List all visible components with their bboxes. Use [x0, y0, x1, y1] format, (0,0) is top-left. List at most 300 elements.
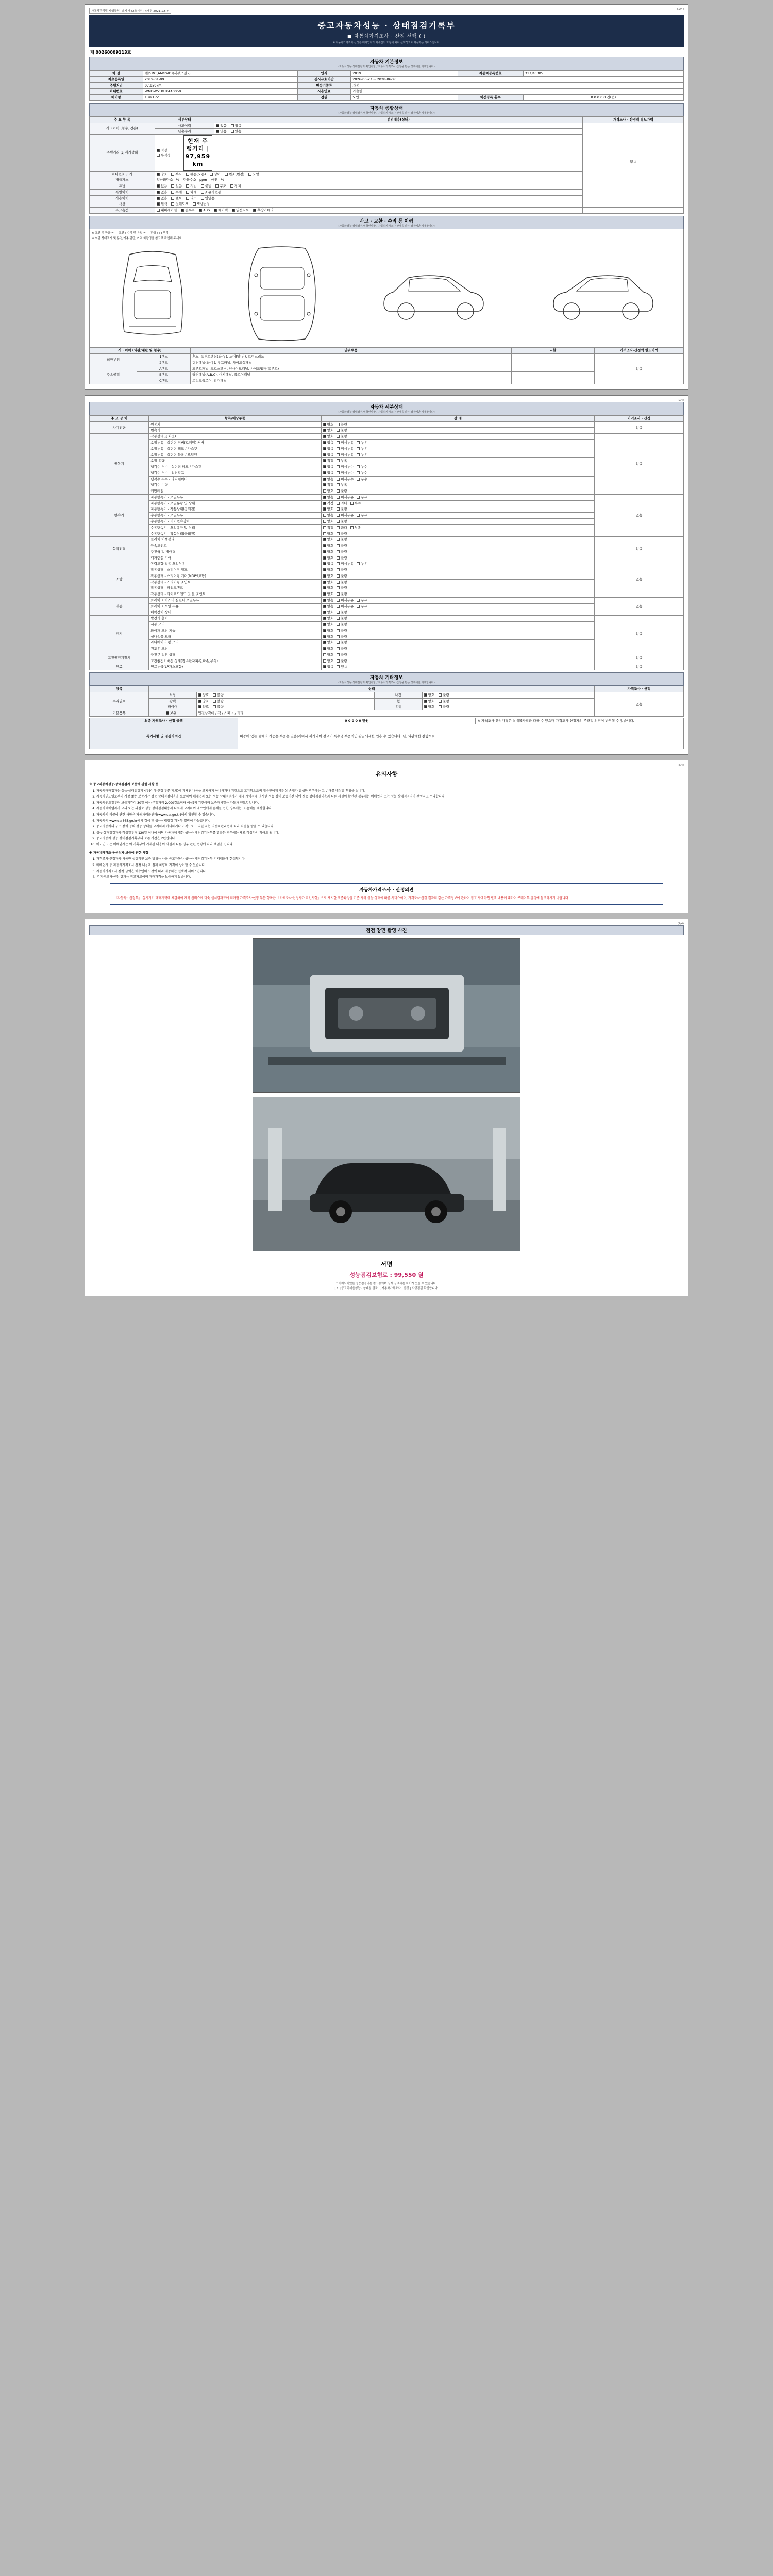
section-basic-title: 자동차 기본정보: [370, 60, 403, 65]
checkbox-mileage-proper[interactable]: 적정: [157, 148, 167, 153]
detail-col-state: 상 태: [321, 415, 594, 421]
detail-item-checks[interactable]: [321, 549, 594, 555]
car-side-right-view-icon: [541, 262, 659, 324]
checkbox-accident-yes[interactable]: 있음: [231, 124, 242, 128]
inspection-fee-value: 99,550 원: [394, 1271, 424, 1278]
detail-item-checks[interactable]: [321, 524, 594, 531]
checkbox-checked[interactable]: 없음: [323, 453, 334, 457]
total-price-label: 최종 가격조사 · 산정 금액: [90, 718, 238, 724]
checkbox-mileage-improper[interactable]: 부적정: [157, 153, 171, 158]
checkbox-checked[interactable]: 양호: [323, 592, 334, 597]
checkbox-checked[interactable]: 양호: [323, 580, 334, 585]
checkbox-unchecked[interactable]: 불량: [337, 507, 347, 512]
checkbox-checked[interactable]: 없음: [323, 440, 334, 445]
row-detail-simple-repair: 단순수리: [155, 129, 214, 135]
checkbox-checked[interactable]: 없음: [323, 604, 334, 609]
accident-col-price: 가격조사·산정액 별도가액: [595, 348, 684, 354]
overall-price-value: 없음: [582, 123, 683, 201]
checkbox-tuning-legal[interactable]: 적법: [186, 184, 197, 189]
checkbox-unchecked[interactable]: 미세누유: [337, 440, 354, 445]
etc-price-value: 없음: [595, 692, 684, 716]
detail-item-label: 오일누유 - 실린더 블록 / 오일팬: [149, 452, 321, 458]
checkbox-interior-good[interactable]: 양호: [424, 693, 435, 698]
vehicle-lift-photo-image: [253, 1097, 520, 1251]
checkbox-checked[interactable]: 적정: [323, 483, 334, 487]
row-checks-accident[interactable]: [214, 123, 583, 129]
accident-items-2: 쿼터패널(좌·우), 루프패널, 사이드실패널: [191, 360, 512, 366]
checkbox-unchecked[interactable]: 불량: [337, 580, 347, 585]
checkbox-unchecked[interactable]: 양호: [323, 653, 334, 657]
checkbox-unchecked[interactable]: 과다: [337, 501, 347, 506]
col-detail: 세부상태: [155, 116, 214, 123]
checkbox-vin-good[interactable]: 양호: [157, 172, 167, 177]
checkbox-checked[interactable]: 양호: [323, 616, 334, 621]
accident-items-c: 트렁크플로어, 리어패널: [191, 378, 512, 384]
accident-items-1: 후드, 프론트펜더(좌·우), 도어(앞·뒤), 트렁크리드: [191, 354, 512, 360]
detail-item-checks[interactable]: [321, 664, 594, 670]
checkbox-checked[interactable]: 없음: [323, 495, 334, 500]
notice-list-item: 10. 매도인 또는 매매업자는 이 기록부에 기재된 내용이 사실과 다른 경우 관련 법령에 따라 책임을 집니다.: [96, 842, 684, 848]
row-checks-tuning[interactable]: [155, 183, 582, 190]
accident-bottom-label: 사고이력 (외판/내판 및 침수): [90, 348, 191, 354]
row-label-special-history: 특별이력: [90, 189, 155, 195]
checkbox-unchecked[interactable]: 불량: [337, 532, 347, 536]
checkbox-vin-altered[interactable]: 변조(변경): [225, 172, 244, 177]
detail-item-checks[interactable]: [321, 573, 594, 579]
detail-item-checks[interactable]: [321, 476, 594, 482]
detail-item-label: 오일누유 - 실린더 헤드 / 가스켓: [149, 446, 321, 452]
checkbox-unchecked[interactable]: 양호: [323, 489, 334, 494]
checkbox-checked[interactable]: 양호: [323, 550, 334, 554]
detail-group-label: 제동: [90, 597, 149, 615]
checkbox-tire-good[interactable]: 양호: [198, 705, 209, 709]
detail-col-price: 가격조사 · 산정: [595, 415, 684, 421]
detail-item-checks[interactable]: [321, 428, 594, 434]
detail-item-label: 추진축 및 베어링: [149, 549, 321, 555]
accident-rank-2: 2랭크: [137, 360, 191, 366]
checkbox-unchecked[interactable]: 불량: [337, 434, 347, 439]
checkbox-unchecked[interactable]: 미세누유: [337, 453, 354, 457]
checkbox-unchecked[interactable]: 불량: [337, 422, 347, 427]
checkbox-checked[interactable]: 없음: [323, 471, 334, 476]
sheet-1: [85, 4, 688, 390]
inspection-photo-vehicle-lift: [253, 1097, 520, 1251]
checkbox-unchecked[interactable]: 불량: [337, 550, 347, 554]
checkbox-unchecked[interactable]: 불량: [337, 653, 347, 657]
checkbox-unchecked[interactable]: 불량: [337, 635, 347, 639]
detail-item-checks[interactable]: [321, 652, 594, 658]
checkbox-checked[interactable]: 양호: [323, 574, 334, 579]
detail-group-label: 변속기: [90, 494, 149, 536]
checkbox-unchecked[interactable]: 불량: [337, 592, 347, 597]
checkbox-accident-none[interactable]: 없음: [216, 124, 227, 128]
checkbox-unchecked[interactable]: 누유: [357, 453, 367, 457]
checkbox-interior-bad[interactable]: 불량: [439, 693, 449, 698]
accident-exchange-1[interactable]: [511, 354, 594, 360]
checkbox-unchecked[interactable]: 불량: [337, 647, 347, 651]
checkbox-unchecked[interactable]: 누유: [357, 495, 367, 500]
checkbox-color-original[interactable]: 원색: [157, 202, 167, 207]
checkbox-unchecked[interactable]: 미세누유: [337, 562, 354, 566]
checkbox-checked[interactable]: 없음: [323, 477, 334, 482]
field-value-year: 2019: [351, 71, 458, 77]
table-row: [90, 537, 684, 543]
options-price: [582, 208, 683, 214]
checkbox-unchecked[interactable]: 불량: [337, 428, 347, 433]
field-label-transfercount: 이전등록 횟수: [458, 95, 523, 101]
detail-col-device: 주 요 장 치: [90, 415, 149, 421]
checkbox-checked[interactable]: 양호: [323, 422, 334, 427]
checkbox-checked[interactable]: 양호: [323, 622, 334, 627]
checkbox-unchecked[interactable]: 양호: [323, 659, 334, 664]
detail-item-label: 충전구 절연 상태: [149, 652, 321, 658]
checkbox-wheel-bad[interactable]: 불량: [439, 699, 449, 704]
checkbox-unchecked[interactable]: 불량: [337, 629, 347, 633]
checkbox-vin-corrosion[interactable]: 부식: [171, 172, 182, 177]
detail-item-label: 작동상태 - 스티어링 기어(MDPS포함): [149, 573, 321, 579]
detail-item-checks[interactable]: [321, 555, 594, 561]
accident-exchange-2[interactable]: [511, 360, 594, 366]
checkbox-unchecked[interactable]: 과다: [337, 526, 347, 530]
table-header-row: [90, 116, 684, 123]
checkbox-unchecked[interactable]: 불량: [337, 556, 347, 561]
checkbox-unchecked[interactable]: 부족: [350, 526, 361, 530]
checkbox-option-abs[interactable]: ABS: [199, 208, 210, 213]
detail-item-checks[interactable]: [321, 567, 594, 573]
checkbox-unchecked[interactable]: 누유: [357, 513, 367, 518]
checkbox-color-changed[interactable]: 색상변경: [193, 202, 210, 207]
checkbox-glass-good[interactable]: 양호: [424, 705, 435, 709]
detail-item-checks[interactable]: [321, 634, 594, 640]
checkbox-special-none[interactable]: 없음: [157, 190, 167, 195]
detail-item-checks[interactable]: [321, 452, 594, 458]
checkbox-unchecked[interactable]: 불량: [337, 586, 347, 590]
field-value-vin: WMDW51BUX4A0050: [143, 89, 297, 95]
notice-sub-2: ※ 자동차가격조사·산정자 보증에 관한 사항: [89, 851, 149, 855]
accident-items-a: 프론트패널, 크로스멤버, 인사이드패널, 사이드멤버(프론트): [191, 366, 512, 372]
detail-item-checks[interactable]: [321, 585, 594, 591]
detail-item-checks[interactable]: [321, 628, 594, 634]
checkbox-unchecked[interactable]: 미세누수: [337, 471, 354, 476]
detail-item-checks[interactable]: [321, 640, 594, 646]
checkbox-glass-bad[interactable]: 불량: [439, 705, 449, 709]
total-price-value: 0 0 0 0 0 만원: [238, 718, 476, 724]
row-checks-options[interactable]: [155, 208, 582, 214]
checkbox-checked[interactable]: 양호: [323, 610, 334, 615]
sheet-2: [85, 395, 688, 755]
detail-item-checks[interactable]: [321, 440, 594, 446]
row-checks-usage[interactable]: [155, 195, 582, 201]
emission-hc: 탄화수소 ppm: [183, 178, 207, 182]
checkbox-usage-rent[interactable]: 렌트: [171, 196, 182, 201]
checkbox-unchecked[interactable]: 불량: [337, 574, 347, 579]
checkbox-tuning-none[interactable]: 없음: [157, 184, 167, 189]
detail-item-label: 윈도우 모터: [149, 646, 321, 652]
detail-item-label: 와이퍼 모터 기능: [149, 628, 321, 634]
checkbox-unchecked[interactable]: 누유: [357, 440, 367, 445]
detail-item-checks[interactable]: [321, 494, 594, 500]
checkbox-checked[interactable]: 양호: [323, 544, 334, 548]
checkbox-unchecked[interactable]: 미세누수: [337, 477, 354, 482]
accident-items-b: 필러패널(A,B,C), 대시패널, 플로어패널: [191, 372, 512, 378]
detail-item-checks[interactable]: [321, 621, 594, 628]
checkbox-vin-different[interactable]: 상이: [210, 172, 221, 177]
checkbox-option-rearcam[interactable]: 후방카메라: [253, 208, 273, 213]
checkbox-vin-damage[interactable]: 훼손(오손): [186, 172, 206, 177]
checkbox-tuning-yes[interactable]: 있음: [171, 184, 182, 189]
checkbox-checked[interactable]: 적정: [323, 459, 334, 463]
field-value-transmission: 자동: [351, 82, 684, 89]
etc-label-tire: 타이어: [149, 704, 196, 710]
checkbox-unchecked[interactable]: 불량: [337, 544, 347, 548]
checkbox-unchecked[interactable]: 미세누유: [337, 598, 354, 603]
sheet-3: [85, 760, 688, 913]
field-label-year: 연식: [297, 71, 351, 77]
checkbox-basic-have[interactable]: 보유: [166, 711, 177, 716]
detail-item-checks[interactable]: [321, 537, 594, 543]
table-row: [90, 718, 684, 724]
checkbox-color-repaint[interactable]: 전체도색: [171, 202, 188, 207]
mileage-value-box: 현재 주행거리 | 97,959 km: [183, 135, 212, 170]
detail-item-label: 자동변속기 - 오일유량 및 상태: [149, 500, 321, 506]
row-checks-vin[interactable]: [155, 171, 582, 177]
checkbox-checked[interactable]: 양호: [323, 568, 334, 572]
accident-exchange-a[interactable]: [511, 366, 594, 372]
detail-item-checks[interactable]: [321, 531, 594, 537]
checkbox-usage-none[interactable]: 없음: [157, 196, 167, 201]
car-diagram-area: [89, 229, 684, 348]
checkbox-exterior-good[interactable]: 양호: [198, 693, 209, 698]
checkbox-checked[interactable]: 양호: [323, 640, 334, 645]
detail-group-price: 없음: [595, 494, 684, 536]
checkbox-polish-good[interactable]: 양호: [198, 699, 209, 704]
section-basic-info: [89, 57, 684, 70]
checkbox-unchecked[interactable]: 누유: [357, 562, 367, 566]
checkbox-checked[interactable]: 양호: [323, 556, 334, 561]
checkbox-unchecked[interactable]: 누수: [357, 477, 367, 482]
notice-list-item: 3. 자동차가격조사·산정 금액은 매수인의 요청에 따라 제공하는 선택적 서비스입니다.: [96, 869, 684, 874]
checkbox-unchecked[interactable]: 양호: [323, 532, 334, 536]
checkbox-unchecked[interactable]: 없음: [323, 513, 334, 518]
accident-rank-b: B랭크: [137, 372, 191, 378]
checkbox-unchecked[interactable]: 누유: [357, 598, 367, 603]
row-checks-emission[interactable]: [155, 177, 582, 183]
page-label-4: (4/4): [678, 922, 684, 925]
checkbox-unchecked[interactable]: 불량: [337, 489, 347, 494]
detail-item-checks[interactable]: [321, 500, 594, 506]
field-label-platenumber: 자동차등록번호: [458, 71, 523, 77]
checkbox-unchecked[interactable]: 불량: [337, 610, 347, 615]
checkbox-checked[interactable]: 없음: [323, 562, 334, 566]
checkbox-checked[interactable]: 양호: [323, 434, 334, 439]
checkbox-checked[interactable]: 양호: [323, 428, 334, 433]
checkbox-unchecked[interactable]: 미세누유: [337, 513, 354, 518]
form-legal-note: 자동차관리법 시행규칙 [별지 제82호서식] <개정 2021.1.5.>: [89, 8, 171, 14]
etc-basic-check-label[interactable]: [149, 710, 196, 717]
checkbox-vin-erased[interactable]: 도말: [248, 172, 259, 177]
row-checks-simple-repair[interactable]: [214, 129, 583, 135]
footer-line-2: [ Y ] 중고차세움성능 · 상태점 결조. [ 자동차가격조사 · 산정 ] 사항점검 확인합니다.: [334, 1286, 439, 1290]
etc-checks-exterior[interactable]: [196, 692, 375, 698]
detail-item-checks[interactable]: [321, 506, 594, 513]
section-etc: [89, 672, 684, 686]
checkbox-checked[interactable]: 없음: [323, 665, 334, 669]
checkbox-option-sunroof[interactable]: 썬루프: [181, 208, 195, 213]
checkbox-unchecked[interactable]: 있음: [337, 665, 347, 669]
accident-group-frame: 주요골격: [90, 366, 137, 384]
checkbox-unchecked[interactable]: 불량: [337, 640, 347, 645]
etc-col-state: 상태: [149, 686, 595, 692]
detail-item-checks[interactable]: [321, 609, 594, 616]
checkbox-tuning-illegal[interactable]: 불법: [201, 184, 212, 189]
etc-col-price: 가격조사 · 산정: [595, 686, 684, 692]
checkbox-checked[interactable]: 없음: [323, 465, 334, 469]
checkbox-option-navigation[interactable]: 내비게이션: [157, 208, 177, 213]
checkbox-unchecked[interactable]: 누수: [357, 465, 367, 469]
etc-checks-glass[interactable]: [422, 704, 594, 710]
detail-item-checks[interactable]: [321, 543, 594, 549]
detail-item-checks[interactable]: [321, 513, 594, 519]
accident-exchange-c[interactable]: [511, 378, 594, 384]
row-label-accident: 사고이력 (침수, 전손): [90, 123, 155, 135]
checkbox-unchecked[interactable]: 불량: [337, 537, 347, 542]
detail-item-checks[interactable]: [321, 464, 594, 470]
checkbox-unchecked[interactable]: 부족: [337, 483, 347, 487]
checkbox-checked[interactable]: 양호: [323, 507, 334, 512]
checkbox-tuning-structure[interactable]: 구조: [215, 184, 226, 189]
checkbox-unchecked[interactable]: 불량: [337, 568, 347, 572]
detail-item-checks[interactable]: [321, 446, 594, 452]
notice-list-item: 9. 중고자동차 성능·상태점검기록부의 보존 기간은 2년입니다.: [96, 836, 684, 841]
etc-checks-interior[interactable]: [422, 692, 594, 698]
detail-item-label: 수동변속기 - 오일누유: [149, 513, 321, 519]
detail-item-checks[interactable]: [321, 488, 594, 495]
checkbox-usage-lease[interactable]: 리스: [186, 196, 197, 201]
inspection-fee-label: 성능점검보험료 :: [349, 1271, 392, 1278]
checkbox-unchecked[interactable]: 불량: [337, 622, 347, 627]
detail-item-checks[interactable]: [321, 434, 594, 440]
checkbox-unchecked[interactable]: 누유: [357, 447, 367, 451]
detail-item-checks[interactable]: [321, 646, 594, 652]
checkbox-option-airbag[interactable]: 에어백: [214, 208, 228, 213]
table-row: [90, 494, 684, 500]
checkbox-tire-bad[interactable]: 불량: [213, 705, 224, 709]
checkbox-unchecked[interactable]: 누유: [357, 604, 367, 609]
checkbox-option-heatedseat[interactable]: 열선시트: [232, 208, 249, 213]
sheet1-topbar: [89, 8, 684, 14]
checkbox-unchecked[interactable]: 양호: [323, 519, 334, 524]
section-etc-sub: (자동차성능·상태점검자 확인사항 / 자동차가격조사·산정을 받는 경우에만 기재합니다): [338, 681, 435, 685]
checkbox-usage-commercial[interactable]: 영업용: [201, 196, 215, 201]
detail-item-checks[interactable]: [321, 421, 594, 428]
etc-checks-wheel[interactable]: [422, 698, 594, 704]
diagram-legend-2: ※ 외판 상태표시 및 용접/기준 판단, 가격 차량명을 참고로 확인해 주세요: [92, 237, 182, 241]
checkbox-checked[interactable]: 양호: [323, 647, 334, 651]
detail-item-label: 자동변속기 - 작동상태(공회전): [149, 506, 321, 513]
checkbox-special-ownerchange[interactable]: 소유자변동: [201, 190, 221, 195]
checkbox-checked[interactable]: 양호: [323, 629, 334, 633]
checkbox-checked[interactable]: 양호: [323, 537, 334, 542]
col-main-item: 주 요 항 목: [90, 116, 155, 123]
row-checks-color[interactable]: [155, 201, 582, 208]
field-value-displacement: 1,991 cc: [143, 95, 297, 101]
checkbox-repair-yes[interactable]: 있음: [231, 129, 242, 134]
checkbox-checked[interactable]: 없음: [323, 447, 334, 451]
checkbox-checked[interactable]: 적정: [323, 501, 334, 506]
row-checks-mileage[interactable]: [155, 135, 214, 171]
checkbox-unchecked[interactable]: 미세누수: [337, 465, 354, 469]
detail-item-label: 수동변속기 - 기어변속장치: [149, 518, 321, 524]
detail-item-checks[interactable]: [321, 458, 594, 464]
accident-exchange-b[interactable]: [511, 372, 594, 378]
etc-checks-polish[interactable]: [196, 698, 375, 704]
notice-list-item: 1. 자동차매매업자는 성능·상태점검기록부(이하 산정 부분 제외)에 기재된 내용을 고지하지 아니하거나 거짓으로 고지함으로써 매수인에게 재산상 손해가 발생한 경우에는 그 손해를 배상할 책임을 집니다.: [96, 789, 684, 794]
detail-item-checks[interactable]: [321, 616, 594, 622]
detail-group-price: 없음: [595, 652, 684, 664]
checkbox-unchecked[interactable]: 불량: [337, 519, 347, 524]
checkbox-unchecked[interactable]: 미세누유: [337, 495, 354, 500]
checkbox-unchecked[interactable]: 부족: [350, 501, 361, 506]
table-row: [90, 71, 684, 77]
checkbox-unchecked[interactable]: 미세누유: [337, 604, 354, 609]
section-photos-title: 점검 장면 촬영 사진: [366, 928, 407, 934]
checkbox-special-fire[interactable]: 화재: [186, 190, 197, 195]
checkbox-wheel-good[interactable]: 양호: [424, 699, 435, 704]
checkbox-repair-none[interactable]: 없음: [216, 129, 227, 134]
table-row: [90, 201, 684, 208]
checkbox-unchecked[interactable]: 불량: [337, 616, 347, 621]
detail-item-checks[interactable]: [321, 518, 594, 524]
checkbox-checked[interactable]: 없음: [323, 598, 334, 603]
total-price-note: ※ 가격조사·산정가격은 실매물가격과 다를 수 있으며 가격조사·산정자의 주관적 의견이 반영될 수 있습니다.: [476, 718, 684, 724]
inspection-fee: [89, 1270, 684, 1279]
notice-list-2: [96, 857, 684, 879]
detail-item-label: 냉각수 수량: [149, 482, 321, 488]
checkbox-unchecked[interactable]: 불량: [337, 659, 347, 664]
detail-item-checks[interactable]: [321, 591, 594, 598]
checkbox-special-flood[interactable]: 수해: [171, 190, 182, 195]
field-label-vin: 차대번호: [90, 89, 143, 95]
checkbox-unchecked[interactable]: 적정: [323, 526, 334, 530]
detail-item-checks[interactable]: [321, 561, 594, 567]
detail-item-checks[interactable]: [321, 579, 594, 585]
detail-item-checks[interactable]: [321, 597, 594, 603]
engine-bay-photo-image: [253, 939, 520, 1093]
checkbox-unchecked[interactable]: 누수: [357, 471, 367, 476]
checkbox-polish-bad[interactable]: 불량: [213, 699, 224, 704]
table-row: [90, 724, 684, 749]
detail-item-checks[interactable]: [321, 470, 594, 476]
table-row: [90, 561, 684, 567]
field-label-inspection: 검사유효기간: [297, 76, 351, 82]
detail-item-checks[interactable]: [321, 658, 594, 664]
detail-item-checks[interactable]: [321, 482, 594, 488]
checkbox-exterior-bad[interactable]: 불량: [213, 693, 224, 698]
detail-item-label: 고전원전기배선 상태(접속단자피복,파손,부식): [149, 658, 321, 664]
checkbox-checked[interactable]: 양호: [323, 586, 334, 590]
detail-item-checks[interactable]: [321, 603, 594, 609]
row-detail-accident: 사고이력: [155, 123, 214, 129]
car-diagrams: [92, 242, 681, 345]
detail-item-label: 브레이크 마스터 실린더 오일누유: [149, 597, 321, 603]
checkbox-unchecked[interactable]: 부족: [337, 459, 347, 463]
row-checks-special[interactable]: [155, 189, 582, 195]
checkbox-tuning-device[interactable]: 장치: [230, 184, 241, 189]
detail-item-label: 실내송풍 모터: [149, 634, 321, 640]
checkbox-unchecked[interactable]: 미세누유: [337, 447, 354, 451]
checkbox-checked[interactable]: 양호: [323, 635, 334, 639]
etc-checks-tire[interactable]: [196, 704, 375, 710]
